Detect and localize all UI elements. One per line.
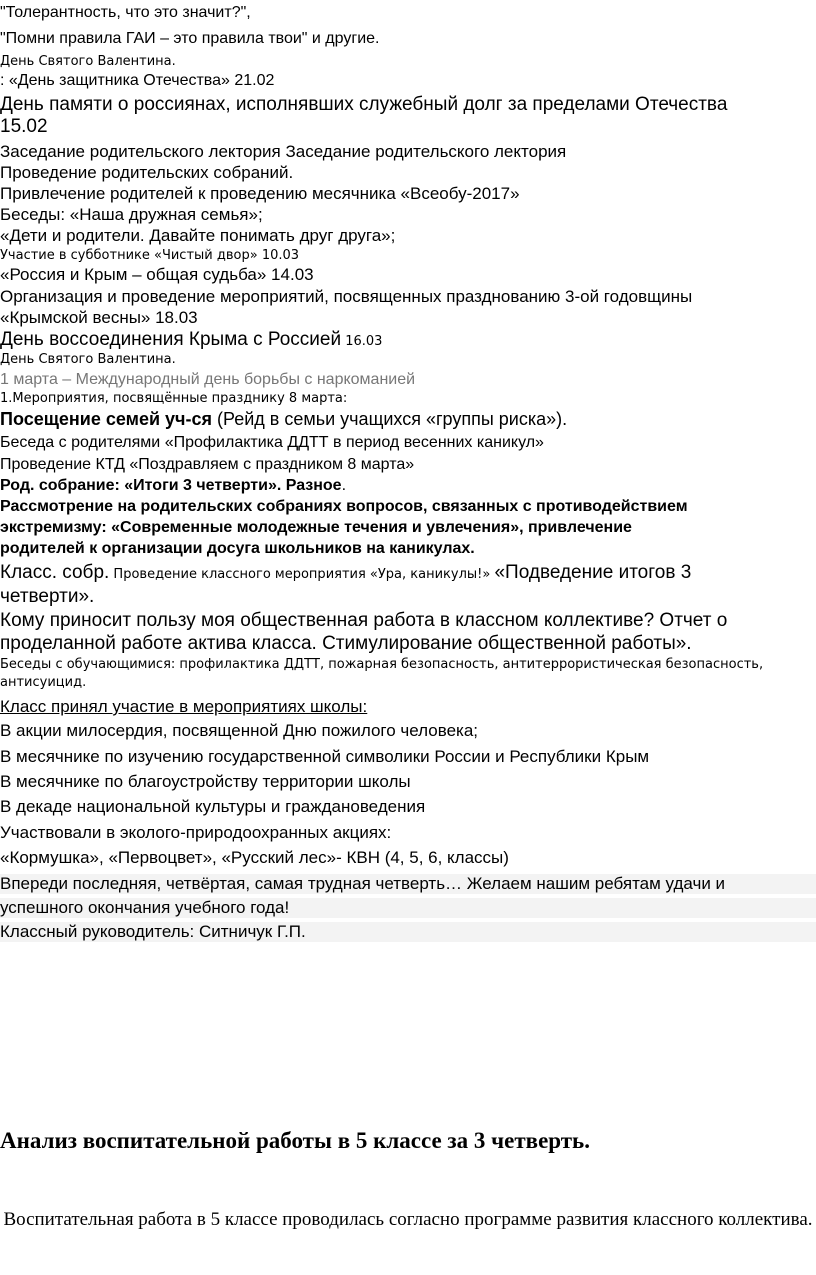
text-line — [0, 409, 567, 430]
text-segment: Посещение семей уч-ся — [0, 409, 213, 429]
text-segment: «Подведение итогов 3 — [494, 562, 692, 583]
text-line: Рассмотрение на родительских собраниях вопросов, связанных с противодействием — [0, 498, 688, 515]
text-line: 1 марта – Международный день борьбы с наркоманией — [0, 371, 416, 388]
text-line: 1.Мероприятия, посвящённые празднику 8 марта: — [0, 391, 348, 406]
text-line: Заседание родительского лектория Заседание родительского лектория — [0, 142, 567, 161]
text-line: : «День защитника Отечества» 21.02 — [0, 72, 275, 89]
list-item: Участвовали в эколого-природоохранных акциях: — [0, 823, 392, 842]
text-line: Организация и проведение мероприятий, посвященных празднованию 3-ой годовщины — [0, 287, 693, 306]
subheading: Класс принял участие в мероприятиях школы: — [0, 697, 368, 716]
text-line: родителей к организации досуга школьников на каникулах. — [0, 540, 475, 557]
text-line — [0, 477, 346, 495]
text-line: антисуицид. — [0, 675, 87, 690]
text-line: Проведение родительских собраний. — [0, 163, 294, 182]
text-segment: Род. собрание: «Итоги 3 четверти». Разное — [0, 477, 342, 494]
text-line — [0, 329, 382, 351]
text-line: Кому приносит пользу моя общественная работа в классном коллективе? Отчет о — [0, 610, 728, 631]
text-line: экстремизму: «Современные молодежные течения и увлечения», привлечение — [0, 519, 632, 536]
text-line: Участие в субботнике «Чистый двор» 10.03 — [0, 248, 300, 263]
text-line: «Крымской весны» 18.03 — [0, 308, 198, 327]
list-item: В декаде национальной культуры и граждановедения — [0, 797, 426, 816]
list-item: «Кормушка», «Первоцвет», «Русский лес»- КВН (4, 5, 6, классы) — [0, 848, 509, 867]
text-line: День Святого Валентина. — [0, 352, 176, 367]
text-line: "Помни правила ГАИ – это правила твои" и другие. — [0, 30, 380, 47]
text-segment: . — [341, 477, 347, 494]
list-item: В месячнике по благоустройству территории школы — [0, 772, 411, 791]
text-line: Проведение КТД «Поздравляем с праздником 8 марта» — [0, 456, 415, 473]
text-line: Беседа с родителями «Профилактика ДДТТ в период весенних каникул» — [0, 434, 544, 451]
text-line: Беседы с обучающимися: профилактика ДДТТ, пожарная безопасность, антитеррористическая безопасность, — [0, 657, 764, 672]
section-intro: Воспитательная работа в 5 классе проводилась согласно программе развития классного коллектива. — [3, 1209, 813, 1230]
text-line: Беседы: «Наша дружная семья»; — [0, 205, 263, 224]
text-line: Привлечение родителей к проведению месячника «Всеобу-2017» — [0, 184, 520, 203]
text-line: «Дети и родители. Давайте понимать друг друга»; — [0, 226, 396, 245]
text-line: проделанной работе актива класса. Стимулирование общественной работы». — [0, 633, 692, 654]
text-line: "Толерантность, что это значит?", — [0, 4, 251, 21]
text-line: День памяти о россиянах, исполнявших служебный долг за пределами Отечества — [0, 94, 728, 115]
text-line: Впереди последняя, четвёртая, самая трудная четверть… Желаем нашим ребятам удачи и — [0, 874, 816, 894]
list-item: В акции милосердия, посвященной Дню пожилого человека; — [0, 721, 479, 740]
text-segment: Проведение классного мероприятия «Ура, каникулы!» — [109, 567, 495, 582]
text-segment: (Рейд в семьи учащихся «группы риска»). — [212, 409, 568, 429]
signature-line: Классный руководитель: Ситничук Г.П. — [0, 922, 816, 942]
text-segment: День воссоединения Крыма с Россией — [0, 329, 342, 350]
text-line: «Россия и Крым – общая судьба» 14.03 — [0, 265, 314, 284]
text-segment: Класс. собр. — [0, 562, 110, 583]
text-segment: 16.03 — [341, 334, 383, 349]
list-item: В месячнике по изучению государственной символики России и Республики Крым — [0, 747, 650, 766]
section-title: Анализ воспитательной работы в 5 классе за 3 четверть. — [0, 1128, 590, 1153]
text-line: День Святого Валентина. — [0, 54, 176, 69]
text-line: четверти». — [0, 586, 95, 607]
text-line — [0, 562, 691, 584]
text-line: успешного окончания учебного года! — [0, 898, 816, 918]
text-line: 15.02 — [0, 116, 48, 137]
